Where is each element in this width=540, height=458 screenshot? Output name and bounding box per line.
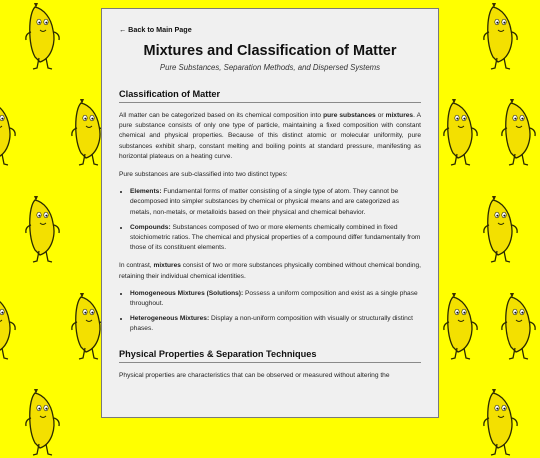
bold-term: mixtures — [153, 262, 181, 270]
banana-mascot-icon — [440, 292, 482, 362]
section-heading-separation: Physical Properties & Separation Techniques — [119, 349, 421, 363]
bold-term: pure substances — [323, 112, 376, 119]
term-label: Elements: — [130, 188, 162, 196]
list-item-compounds — [130, 223, 421, 254]
content-card — [101, 8, 439, 418]
banana-mascot-icon — [480, 388, 522, 458]
term-description: Possess a uniform composition and exist as a single phase throughout. — [130, 289, 418, 308]
page-title: Mixtures and Classification of Matter — [143, 43, 397, 59]
pure-substances-intro: Pure substances are sub-classified into two distinct types: — [119, 171, 288, 179]
banana-mascot-icon — [0, 98, 20, 168]
term-description: Display a non-uniform composition with visually or structurally distinct phases. — [130, 315, 413, 333]
list-item-elements — [130, 187, 421, 218]
section-heading-classification: Classification of Matter — [119, 89, 421, 103]
banana-mascot-icon — [22, 2, 64, 72]
text-run: consist of two or more substances physically combined without chemical bonding, retaining their individual chemical identities. — [119, 262, 422, 280]
mixtures-list — [119, 289, 421, 335]
term-description: Substances composed of two or more elements chemically combined in fixed stoichiometric ratios. The chemical and physical properties of a compound differ fundamentally from those of its constituent elements. — [130, 223, 421, 252]
classification-intro-paragraph — [119, 111, 421, 162]
text-run: or — [375, 112, 386, 119]
term-description: Fundamental forms of matter consisting of a single type of atom. They cannot be decomposed into simpler substances by chemical or physical means and are categorized as metals, non-metals, or metalloids based on their physical and chemical behavior. — [130, 188, 400, 216]
text-run: All matter can be categorized based on its chemical composition into — [119, 112, 324, 119]
text-run: In contrast, — [119, 262, 154, 270]
page-subtitle: Pure Substances, Separation Methods, and Dispersed Systems — [159, 63, 381, 72]
banana-mascot-icon — [498, 292, 540, 362]
pure-substances-list — [119, 187, 421, 253]
term-label: Homogeneous Mixtures (Solutions): — [130, 289, 244, 297]
term-label: Compounds: — [130, 223, 171, 231]
banana-mascot-icon — [22, 388, 64, 458]
list-item-homogeneous — [130, 289, 421, 309]
back-to-main-link[interactable]: ← Back to Main Page — [119, 25, 192, 34]
physical-properties-paragraph: Physical properties are characteristics that can be observed or measured without altering the — [119, 371, 390, 379]
banana-mascot-icon — [0, 292, 20, 362]
banana-mascot-icon — [498, 98, 540, 168]
bold-term: mixtures — [385, 112, 414, 119]
text-run: . A pure substance consists of only one type of particle, maintaining a fixed composition with constant chemical and physical properties. Because of this distinct atomic or molecular uniformity, pure substances exhibit sharp, constant melting and boiling points at standard pressure, manifesting as horizontal plateaus on a heating curve. — [119, 112, 422, 160]
banana-mascot-icon — [480, 2, 522, 72]
banana-mascot-icon — [480, 195, 522, 265]
list-item-heterogeneous — [130, 314, 421, 334]
term-label: Heterogeneous Mixtures: — [130, 315, 210, 323]
banana-mascot-icon — [22, 195, 64, 265]
mixtures-paragraph — [119, 261, 421, 281]
banana-mascot-icon — [440, 98, 482, 168]
